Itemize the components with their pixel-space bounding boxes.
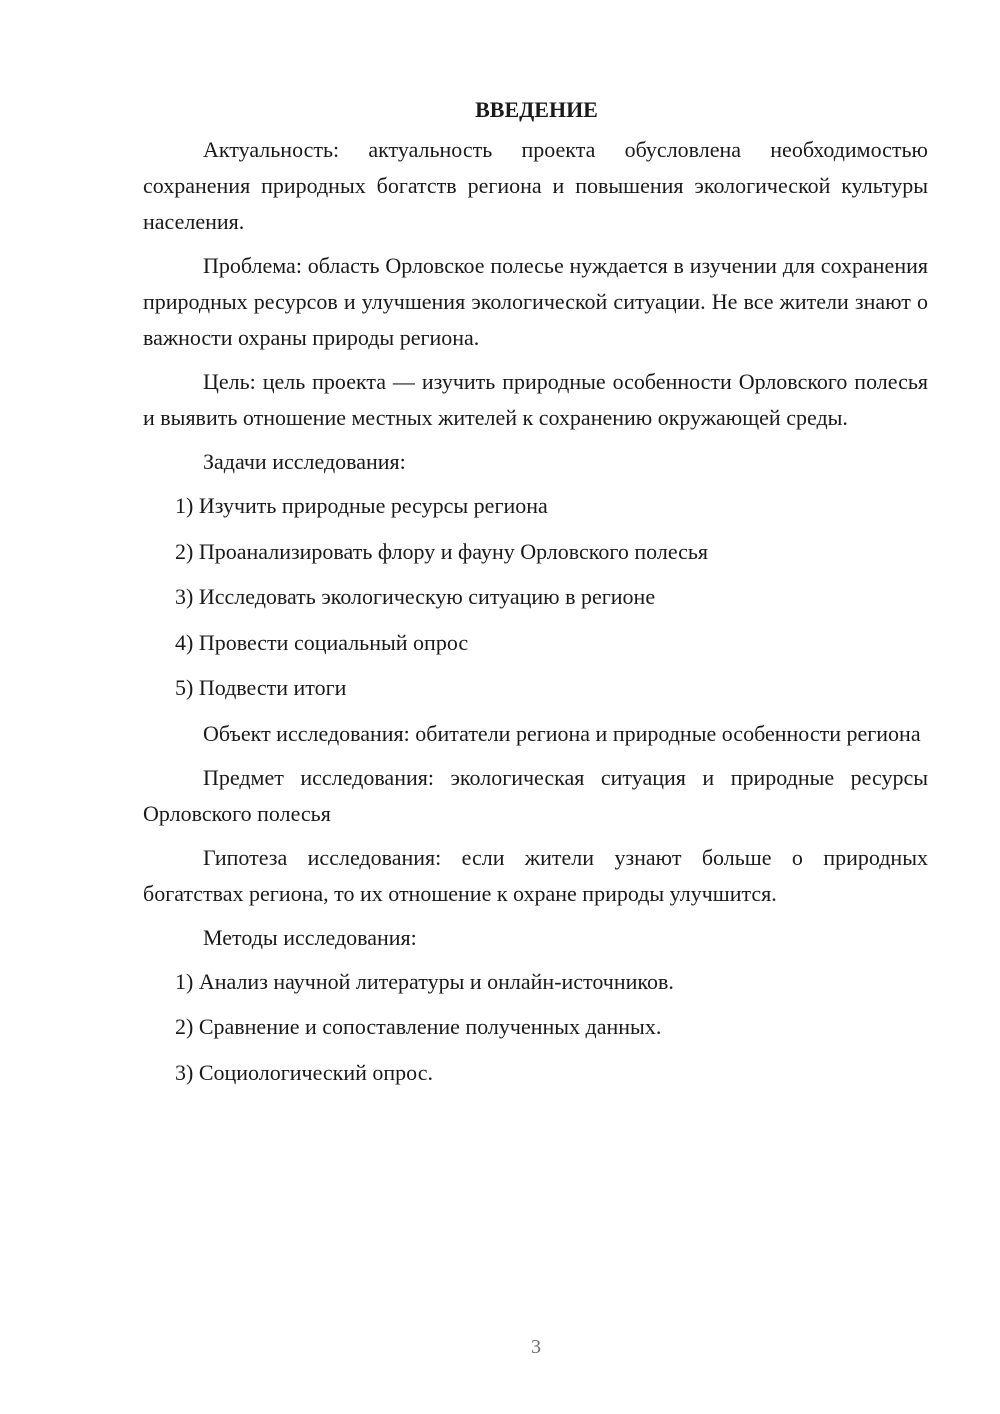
page-content: [143, 94, 928, 1100]
goal-paragraph: Цель: цель проекта — изучить природные особенности Орловского полесья и выявить отношение местных жителей к сохранению окружающей среды.: [143, 369, 928, 430]
list-item: 5) Подвести итоги: [175, 675, 347, 700]
hypothesis-paragraph: Гипотеза исследования: если жители узнают больше о природных богатствах региона, то их отношение к охране природы улучшится.: [143, 844, 928, 906]
list-item: 3) Исследовать экологическую ситуацию в регионе: [175, 584, 656, 609]
methods-list: [143, 964, 928, 1091]
list-item: 1) Анализ научной литературы и онлайн-источников.: [175, 968, 674, 994]
methods-heading: Методы исследования:: [203, 924, 417, 950]
page-title: ВВЕДЕНИЕ: [475, 97, 598, 122]
tasks-list: [143, 488, 928, 706]
subject-paragraph: Предмет исследования: экологическая ситуация и природные ресурсы Орловского полесья: [143, 764, 928, 826]
relevance-paragraph: Актуальность: актуальность проекта обусловлена необходимостью сохранения природных богатств региона и повышения экологической культуры населения.: [143, 137, 928, 234]
list-item: 1) Изучить природные ресурсы региона: [175, 493, 548, 518]
object-paragraph: Объект исследования: обитатели региона и природные особенности региона: [203, 720, 921, 746]
page-number: 3: [531, 1336, 541, 1358]
list-item: 3) Социологический опрос.: [175, 1059, 433, 1085]
list-item: 2) Проанализировать флору и фауну Орловского полесья: [175, 538, 709, 564]
list-item: 4) Провести социальный опрос: [175, 629, 469, 655]
tasks-heading: Задачи исследования:: [203, 449, 406, 474]
list-item: 2) Сравнение и сопоставление полученных данных.: [175, 1014, 662, 1039]
problem-paragraph: Проблема: область Орловское полесье нуждается в изучении для сохранения природных ресурсов и улучшения экологической ситуации. Не все жители знают о важности охраны природы региона.: [143, 253, 928, 350]
